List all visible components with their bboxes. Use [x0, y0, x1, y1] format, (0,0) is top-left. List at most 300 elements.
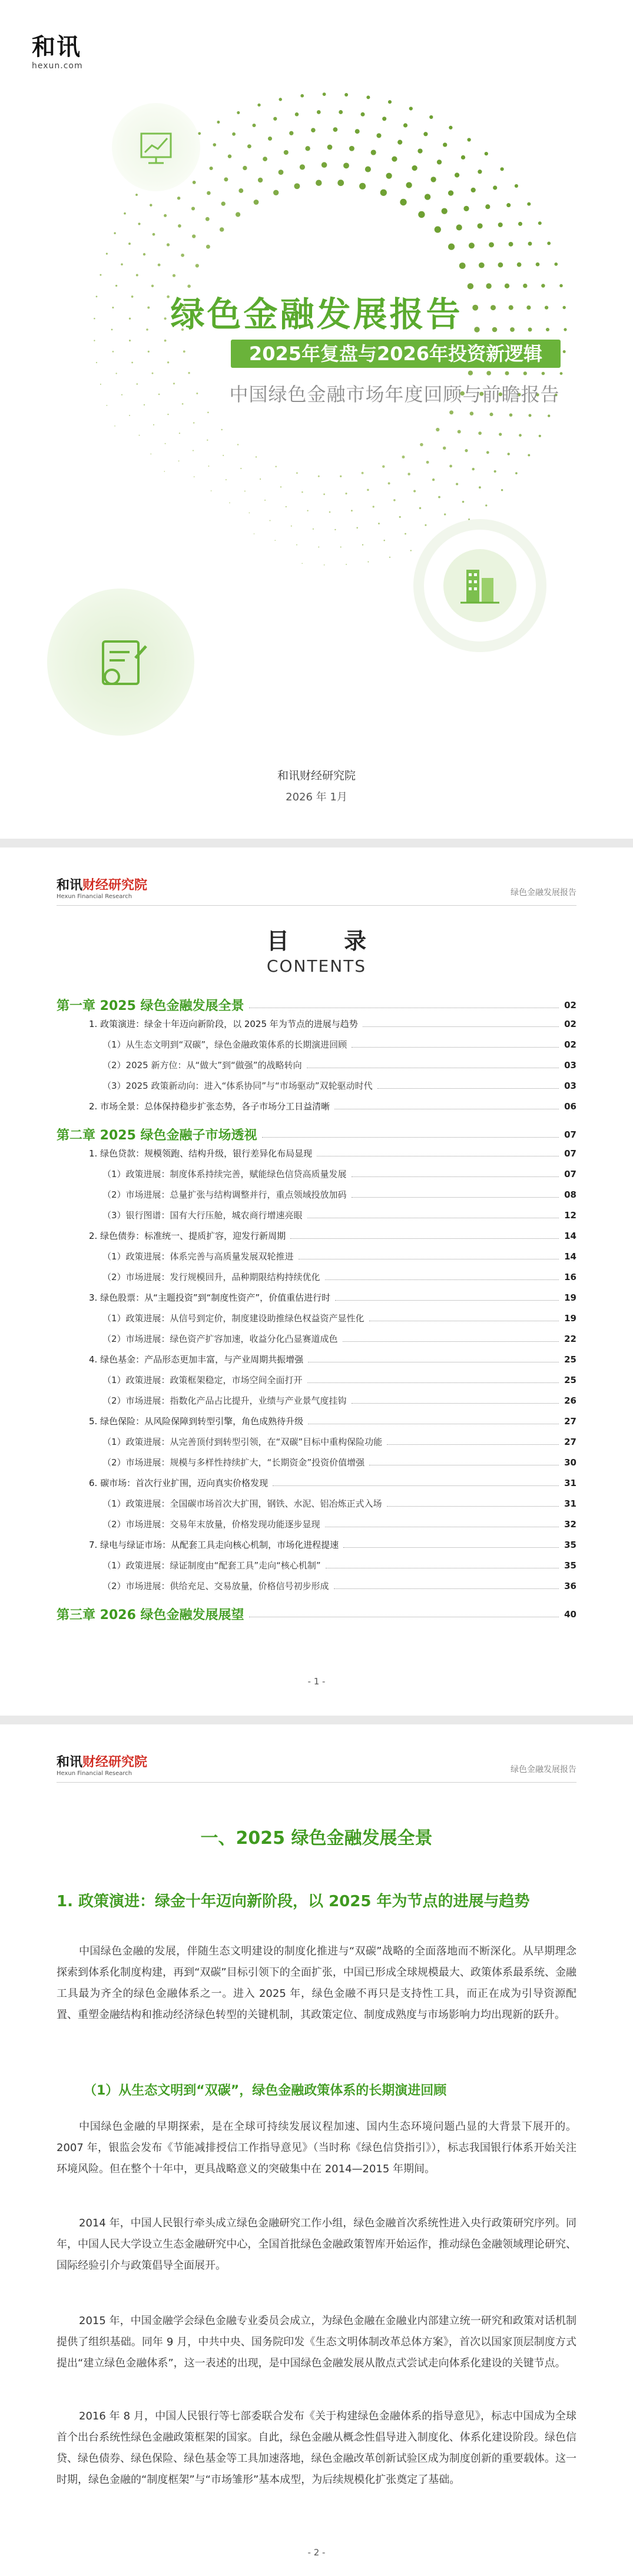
toc-subtitle: CONTENTS [266, 956, 367, 976]
ring-dot [323, 92, 326, 96]
ring-dot [519, 434, 522, 437]
ring-dot [291, 526, 292, 527]
toc-entry[interactable] [57, 1079, 576, 1092]
ring-dot [324, 564, 325, 566]
toc-entry-title: 7. 绿电与绿证市场：从配套工具走向核心机制，市场化进程提速 [89, 1540, 339, 1550]
logo-url: hexun.com [32, 61, 83, 71]
ring-dot [136, 274, 138, 277]
ring-dot [443, 142, 447, 147]
page-header [57, 1755, 576, 1783]
ring-dot [388, 100, 392, 104]
ring-dot [456, 483, 458, 485]
toc-entry-page: 31 [564, 1498, 576, 1509]
ring-dot [509, 242, 513, 247]
ring-dot [114, 232, 115, 234]
ring-dot [167, 243, 170, 246]
ring-dot [426, 461, 429, 464]
ring-dot [223, 455, 224, 456]
ring-dot [124, 212, 126, 215]
toc-entry[interactable] [57, 1332, 576, 1345]
ring-dot [150, 204, 152, 206]
header-report-name: 绿色金融发展报告 [511, 1765, 576, 1774]
building-icon [424, 530, 536, 641]
ring-dot [112, 351, 114, 353]
toc-entry[interactable] [57, 1100, 576, 1112]
ring-dot [167, 361, 169, 363]
toc-entry[interactable] [57, 1497, 576, 1510]
toc-entry-page: 35 [564, 1560, 576, 1571]
toc-entry[interactable] [57, 1435, 576, 1448]
page-number: - 1 - [307, 1676, 326, 1687]
toc-leader-dots [343, 1547, 559, 1548]
ring-dot [179, 433, 180, 434]
ring-dot [345, 493, 347, 494]
toc-entry-title: （1）政策进展：制度体系持续完善，赋能绿色信贷高质量发展 [102, 1169, 347, 1179]
ring-dot [182, 403, 184, 405]
toc-entry-page: 19 [564, 1292, 576, 1303]
ring-dot [284, 150, 289, 155]
ring-dot [529, 414, 532, 417]
toc-leader-dots [387, 1444, 559, 1445]
toc-entry-title: （2）市场进展：指数化产品占比提升，业绩与产业景气度挂钩 [102, 1395, 347, 1406]
toc-entry-title: 第三章 2026 绿色金融发展展望 [57, 1608, 244, 1623]
ring-dot [458, 430, 461, 434]
ring-dot [207, 411, 209, 413]
ring-dot [478, 431, 482, 435]
ring-dot [485, 504, 487, 506]
ring-dot [323, 493, 325, 495]
toc-entry[interactable] [57, 1374, 576, 1386]
ring-dot [403, 123, 407, 127]
toc-entry-title: （1）政策进展：政策框架稳定，市场空间全面打开 [102, 1375, 303, 1385]
ring-dot [383, 540, 385, 541]
ring-dot [547, 241, 551, 245]
ring-dot [286, 506, 287, 507]
toc-entry-title: （1）政策进展：从信号到定价，制度建设助推绿色权益资产显性化 [102, 1313, 364, 1324]
ring-dot [478, 223, 483, 228]
ring-dot [506, 203, 511, 207]
ring-dot [406, 182, 412, 188]
toc-entry[interactable] [57, 1518, 576, 1530]
ring-dot [256, 456, 257, 457]
ring-dot [257, 104, 260, 107]
ring-dot [362, 472, 364, 474]
ring-dot [442, 208, 448, 214]
ring-dot [164, 340, 167, 342]
toc-entry-page: 03 [564, 1080, 576, 1091]
ring-dot [94, 340, 95, 341]
ring-dot [402, 456, 405, 458]
header-logo-red: 财经研究院 [82, 1755, 148, 1770]
toc-entry-page: 31 [564, 1477, 576, 1488]
ring-dot [366, 95, 370, 99]
ring-dot [279, 169, 284, 175]
toc-entry[interactable] [57, 1168, 576, 1180]
ring-dot [449, 126, 452, 129]
ring-dot [494, 470, 496, 473]
toc-entry[interactable] [57, 1291, 576, 1304]
toc-leader-dots [290, 1238, 559, 1239]
ring-dot [316, 180, 322, 185]
ring-dot [438, 496, 440, 498]
ring-dot [349, 146, 354, 151]
publish-date: 2026 年 1月 [286, 791, 347, 803]
ring-dot [340, 546, 342, 547]
chapter-heading: 一、2025 绿色金融发展全景 [200, 1828, 433, 1849]
ring-dot [153, 233, 155, 236]
ring-dot [240, 468, 241, 469]
toc-entry[interactable] [57, 1559, 576, 1571]
ring-dot [478, 169, 482, 174]
document-icon-circle [47, 589, 194, 736]
ring-dot [468, 371, 473, 375]
toc-entry-title: （1）政策进展：体系完善与高质量发展双轮推进 [102, 1251, 294, 1262]
ring-dot [128, 242, 131, 245]
ring-dot [100, 274, 101, 276]
toc-entry-title: （1）从生态文明到“双碳”，绿色金融政策体系的长期演进回顾 [102, 1039, 347, 1050]
toc-leader-dots [387, 1506, 559, 1507]
ring-dot [355, 129, 360, 134]
toc-leader-dots [363, 1026, 559, 1027]
ring-dot [360, 112, 364, 117]
header-logo-black: 和讯 [57, 1755, 83, 1770]
toc-entry-page: 35 [564, 1539, 576, 1550]
ring-dot [100, 384, 101, 385]
ring-dot [542, 372, 545, 375]
ring-dot [548, 414, 550, 417]
ring-dot [493, 185, 497, 190]
toc-entry-page: 02 [564, 1039, 576, 1050]
ring-dot [489, 242, 494, 247]
ring-dot [129, 340, 131, 341]
toc-entry-title: 2. 市场全景：总体保持稳步扩张态势，各子市场分工日益清晰 [89, 1101, 330, 1112]
paragraph: 2014 年，中国人民银行牵头成立绿色金融研究工作小组，绿色金融首次系统性进入央行政策研究序列。同年，中国人民大学设立生态金融研究中心，全国首批绿色金融政策智库开始运作，推动绿色金融领域理论研究、国际经验引介与政策倡导全面展开。 [57, 2217, 576, 2272]
ring-dot [412, 165, 417, 171]
ring-dot [178, 460, 180, 461]
toc-entry-title: （3）银行图谱：国有大行压舱，城农商行增速亮眼 [102, 1210, 303, 1221]
ring-dot [252, 124, 256, 127]
ring-dot [165, 443, 166, 444]
ring-dot [536, 262, 540, 267]
ring-dot [289, 131, 293, 135]
ring-dot [232, 132, 236, 136]
ring-dot [420, 443, 423, 447]
ring-dot [195, 264, 199, 267]
toc-entry[interactable] [57, 1353, 576, 1365]
ring-dot [365, 167, 371, 172]
toc-entry-title: （3）2025 政策新动向：进入“体系协同”与“市场驱动”双轮驱动时代 [102, 1081, 373, 1091]
page-number: - 2 - [307, 2547, 326, 2558]
ring-dot [137, 383, 138, 385]
ring-dot [429, 115, 433, 119]
toc-entry-title: （2）市场进展：交易年末放量，价格发现功能逐步显现 [102, 1519, 320, 1530]
toc-entry-page: 03 [564, 1059, 576, 1071]
toc-leader-dots [273, 1485, 559, 1486]
toc-leader-dots [352, 1403, 559, 1404]
header-logo-black: 和讯 [57, 878, 83, 893]
ring-dot [208, 466, 209, 467]
ring-dot [518, 222, 522, 226]
toc-entry-page: 25 [564, 1374, 576, 1385]
ring-dot [139, 435, 140, 436]
ring-dot [527, 202, 531, 206]
ring-dot [448, 244, 455, 250]
ring-dot [459, 262, 466, 269]
section-heading: 1. 政策演进：绿金十年迈向新阶段，以 2025 年为节点的进展与趋势 [57, 1893, 530, 1910]
toc-entry[interactable] [57, 1018, 576, 1030]
header-logo[interactable] [57, 1755, 147, 1777]
ring-dot [382, 117, 386, 121]
ring-dot [397, 139, 402, 144]
ring-dot [388, 482, 390, 484]
toc-entry-title: （1）政策进展：全国碳市场首次大扩围，钢铁、水泥、铝冶炼正式入场 [102, 1498, 382, 1509]
ring-dot [114, 426, 115, 427]
toc-entry-page: 19 [564, 1312, 576, 1324]
ring-dot [400, 199, 406, 205]
ring-dot [249, 513, 250, 514]
toc-entry-page: 25 [564, 1354, 576, 1365]
toc-entry-title: 6. 碳市场：首次行业扩围，迈向真实价格发现 [89, 1478, 269, 1488]
toc-entry[interactable] [57, 1415, 576, 1427]
ring-dot [301, 563, 303, 564]
cover-page [0, 0, 633, 839]
ring-dot [455, 172, 459, 177]
ring-dot [188, 372, 190, 374]
ring-dot [193, 450, 194, 451]
ring-dot [393, 499, 396, 501]
ring-dot [515, 472, 518, 474]
ring-dot [382, 466, 385, 468]
header-logo-red: 财经研究院 [82, 878, 148, 893]
ring-dot [485, 152, 488, 155]
header-logo[interactable] [57, 878, 147, 900]
ring-dot [238, 188, 243, 193]
ring-dot [244, 491, 246, 492]
ring-dot [373, 506, 375, 507]
toc-entry-title: 5. 绿色保险：从风险保障到转型引擎，角色成熟待升级 [89, 1416, 304, 1427]
ring-dot [334, 529, 336, 530]
ring-dot [563, 350, 566, 353]
toc-entry-page: 26 [564, 1395, 576, 1406]
content-page [0, 1724, 633, 2576]
toc-entry-title: 1. 绿色贷款：规模领跑、结构升级，银行差异化布局显现 [89, 1148, 313, 1159]
ring-dot [329, 511, 331, 513]
ring-dot [217, 121, 220, 124]
ring-dot [479, 262, 485, 268]
ring-dot [295, 112, 299, 117]
ring-dot [340, 476, 342, 477]
toc-entry-page: 40 [564, 1608, 576, 1620]
ring-dot [254, 533, 255, 534]
ring-dot [539, 435, 541, 437]
ring-dot [318, 476, 320, 477]
toc-entry-title: （2）2025 新方位：从“做大”到“做强”的战略转向 [102, 1060, 302, 1071]
ring-dot [193, 422, 194, 423]
page-header [57, 878, 576, 906]
toc-entry[interactable] [57, 1538, 576, 1551]
ring-dot [237, 444, 238, 445]
ring-dot [191, 207, 195, 210]
ring-dot [196, 393, 198, 394]
toc-entry-title: 2. 绿色债券：标准统一、提质扩容，迎发行新周期 [89, 1231, 286, 1241]
ring-dot [121, 263, 123, 265]
toc-entry-page: 27 [564, 1436, 576, 1447]
chart-icon-circle [112, 103, 200, 191]
ring-dot [280, 486, 281, 487]
ring-dot [164, 214, 167, 217]
ring-dot [158, 264, 161, 267]
ring-dot [211, 490, 212, 491]
toc-entry-page: 32 [564, 1518, 576, 1530]
ring-dot [389, 557, 390, 558]
toc-entry-page: 07 [564, 1168, 576, 1179]
ring-dot [346, 564, 347, 565]
toc-entry[interactable] [57, 1250, 576, 1262]
ring-dot [343, 162, 349, 168]
ring-dot [498, 222, 503, 227]
ring-dot [135, 194, 138, 196]
ring-dot [207, 191, 211, 195]
cover-title: 绿色金融发展报告 [170, 294, 463, 334]
ring-dot [508, 453, 510, 455]
toc-entry[interactable] [57, 1188, 576, 1201]
ring-dot [371, 149, 376, 155]
toc-entry-page: 36 [564, 1580, 576, 1591]
ring-dot [499, 433, 502, 436]
toc-entry[interactable] [57, 1229, 576, 1242]
ring-dot [167, 414, 168, 415]
document-check-icon [47, 589, 194, 736]
ring-dot [359, 183, 366, 190]
toc-entry-title: （2）市场进展：规模与多样性持续扩大，“长期资金”投资价值增强 [102, 1457, 365, 1468]
toc-entry[interactable] [57, 1059, 576, 1071]
ring-dot [301, 491, 303, 493]
toc-entry-title: 1. 政策演进：绿金十年迈向新阶段，以 2025 年为节点的进展与趋势 [89, 1019, 358, 1029]
ring-dot [152, 373, 154, 374]
ring-dot [449, 465, 452, 468]
ring-dot [435, 226, 441, 232]
ring-dot [273, 190, 279, 195]
ring-dot [236, 212, 240, 217]
ring-dot [273, 117, 277, 121]
ring-dot [96, 362, 97, 363]
toc-leader-dots [307, 1382, 559, 1383]
toc-leader-dots [325, 1279, 559, 1280]
ring-dot [472, 468, 474, 470]
toc-entry-title: 第二章 2025 绿色金融子市场透视 [57, 1128, 257, 1143]
toc-entry-page: 30 [564, 1457, 576, 1468]
toc-leader-dots [262, 1137, 559, 1138]
ring-dot [131, 362, 133, 364]
paragraph: 2015 年，中国金融学会绿色金融专业委员会成立，为绿色金融在金融业内部建立统一研究和政策对话机制提供了组织基础。同年 9 月，中共中央、国务院印发《生态文明体制改革总体方案》，首次以国家顶层制度方式提出“建立绿色金融体系”，这一表述的出现，是中国绿色金融发展从散点式尝试走向体系化建设的关键节点。 [57, 2315, 576, 2369]
ring-dot [206, 217, 210, 221]
ring-dot [313, 529, 314, 530]
ring-dot [351, 510, 353, 511]
toc-entry[interactable] [57, 1456, 576, 1468]
ring-dot [173, 274, 175, 277]
toc-chapter-entry[interactable] [57, 1605, 576, 1623]
ring-dot [463, 206, 469, 211]
ring-dot [226, 479, 227, 480]
ring-dot [229, 503, 230, 504]
toc-chapter-entry[interactable] [57, 1125, 576, 1144]
toc-entry[interactable] [57, 1580, 576, 1592]
ring-dot [206, 245, 210, 249]
growth-chart-icon [112, 103, 200, 191]
toc-entry-title: （2）市场进展：发行规模回升，品种期限结构持续优化 [102, 1272, 320, 1282]
ring-dot [221, 429, 223, 431]
ring-dot [294, 183, 300, 189]
ring-dot [279, 98, 282, 101]
ring-dot [467, 138, 470, 141]
toc-chapter-entry[interactable] [57, 996, 576, 1014]
ring-dot [213, 143, 217, 147]
toc-entry-page: 02 [564, 999, 576, 1011]
toc-entry[interactable] [57, 1477, 576, 1489]
toc-entry-title: （1）政策进展：绿证制度由“配套工具”走向“核心机制” [102, 1560, 321, 1571]
ring-dot [367, 561, 369, 563]
ring-dot [115, 373, 117, 374]
ring-dot [327, 145, 333, 150]
ring-dot [121, 394, 122, 395]
toc-entry[interactable] [57, 1394, 576, 1407]
cover-band-title: 2025年复盘与2026年投资新逻辑 [231, 340, 561, 368]
ring-dot [260, 478, 261, 480]
ring-dot [418, 211, 425, 218]
ring-dot [528, 454, 530, 456]
ring-dot [247, 144, 251, 148]
ring-dot [486, 371, 491, 375]
ring-dot [178, 224, 181, 228]
ring-dot [221, 202, 226, 206]
toc-entry[interactable] [57, 1312, 576, 1324]
ring-dot [210, 167, 213, 170]
ring-dot [300, 94, 304, 98]
ring-dot [479, 486, 481, 488]
toc-entry[interactable] [57, 1209, 576, 1221]
subsection-heading: （1）从生态文明到“双碳”，绿色金融政策体系的长期演进回顾 [84, 2083, 447, 2098]
paragraph: 中国绿色金融的发展，伴随生态文明建设的制度化推进与“双碳”战略的全面落地而不断深化。从早期理念探索到体系化制度构建，再到“双碳”目标引领下的全面扩张，中国已形成全球规模最大、政策体系最系统、金融工具最为齐全的绿色金融体系之一。进入 2025 年，绿色金融不再只是支持性工具，而正在成为引导资源配置、重塑金融结构和推动经济绿色转型的关键机制，其政策定位、制度成熟度与市场影响力均出现新的跃升。 [57, 1945, 576, 2021]
ring-dot [254, 200, 259, 205]
ring-dot [362, 544, 363, 546]
ring-dot [456, 224, 462, 230]
ring-dot [138, 222, 140, 225]
ring-dot [274, 540, 276, 541]
ring-dot [158, 394, 160, 395]
ring-dot [207, 440, 208, 441]
ring-dot [417, 148, 422, 153]
paragraph: 中国绿色金融的早期探索，是在全球可持续发展议程加速、国内生态环境问题凸显的大背景下展开的。2007 年，银监会发布《节能减排授信工作指导意见》（当时称《绿色信贷指引》），标志我国银行体系开始关注环境风险。但在整个十年中，更具战略意义的突破集中在 2014—2015 年期间。 [57, 2120, 576, 2175]
ring-dot [194, 476, 195, 477]
ring-dot [150, 454, 151, 455]
ring-dot [465, 449, 468, 452]
ring-dot [356, 527, 358, 529]
toc-entry-page: 07 [564, 1148, 576, 1159]
ring-dot [173, 383, 175, 384]
toc-entry[interactable] [57, 1271, 576, 1283]
ring-dot [183, 350, 185, 353]
ring-dot [337, 180, 344, 186]
ring-dot [263, 157, 267, 161]
ring-dot [318, 547, 319, 548]
ring-dot [501, 489, 503, 491]
toc-entry[interactable] [57, 1147, 576, 1159]
toc-entry[interactable] [57, 1038, 576, 1051]
ring-dot [523, 371, 527, 375]
ring-dot [443, 447, 446, 450]
ring-dot [407, 473, 410, 475]
toc-leader-dots [352, 1047, 559, 1048]
